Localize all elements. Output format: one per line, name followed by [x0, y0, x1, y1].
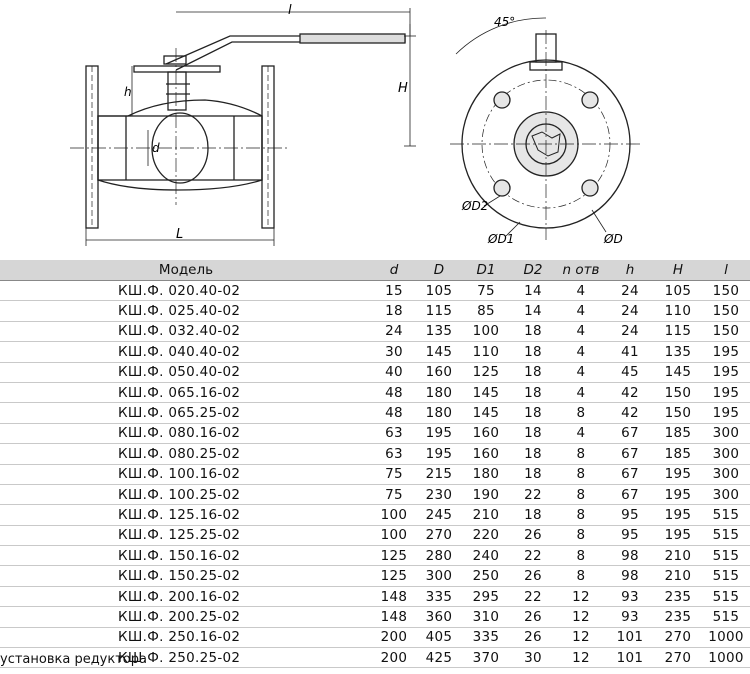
value-cell: 195: [654, 464, 702, 484]
value-cell: 150: [702, 281, 750, 301]
value-cell: 42: [606, 382, 654, 402]
table-row: [0, 566, 750, 586]
table-row: [0, 382, 750, 402]
dim-label-d: d: [152, 141, 160, 155]
value-cell: 230: [416, 484, 462, 504]
value-cell: 24: [606, 281, 654, 301]
model-cell: КШ.Ф. 125.25-02: [0, 525, 372, 545]
value-cell: 150: [702, 301, 750, 321]
value-cell: 67: [606, 484, 654, 504]
value-cell: 30: [510, 648, 556, 668]
value-cell: 18: [510, 403, 556, 423]
value-cell: 22: [510, 586, 556, 606]
value-cell: 195: [654, 505, 702, 525]
value-cell: 125: [372, 546, 416, 566]
table-row: [0, 403, 750, 423]
value-cell: 105: [654, 281, 702, 301]
value-cell: 4: [556, 382, 606, 402]
model-cell: КШ.Ф. 080.16-02: [0, 423, 372, 443]
value-cell: 26: [510, 566, 556, 586]
model-cell: КШ.Ф. 032.40-02: [0, 321, 372, 341]
value-cell: 180: [416, 382, 462, 402]
value-cell: 515: [702, 586, 750, 606]
value-cell: 195: [702, 362, 750, 382]
col-header: d: [372, 260, 416, 281]
value-cell: 195: [416, 423, 462, 443]
value-cell: 280: [416, 546, 462, 566]
value-cell: 75: [462, 281, 510, 301]
table-row: [0, 607, 750, 627]
value-cell: 180: [416, 403, 462, 423]
value-cell: 195: [416, 444, 462, 464]
col-header: D2: [510, 260, 556, 281]
table-header-row: [0, 260, 750, 281]
model-cell: КШ.Ф. 200.25-02: [0, 607, 372, 627]
value-cell: 14: [510, 281, 556, 301]
dim-label-D2: ØD2: [462, 199, 489, 213]
value-cell: 22: [510, 546, 556, 566]
value-cell: 515: [702, 505, 750, 525]
value-cell: 67: [606, 423, 654, 443]
model-cell: КШ.Ф. 125.16-02: [0, 505, 372, 525]
value-cell: 4: [556, 342, 606, 362]
value-cell: 300: [702, 444, 750, 464]
value-cell: 405: [416, 627, 462, 647]
value-cell: 150: [654, 403, 702, 423]
value-cell: 115: [654, 321, 702, 341]
model-cell: КШ.Ф. 065.25-02: [0, 403, 372, 423]
value-cell: 8: [556, 546, 606, 566]
technical-drawing: [0, 0, 750, 258]
value-cell: 101: [606, 648, 654, 668]
dim-label-D1: ØD1: [488, 232, 515, 246]
value-cell: 8: [556, 566, 606, 586]
value-cell: 360: [416, 607, 462, 627]
value-cell: 245: [416, 505, 462, 525]
value-cell: 160: [462, 444, 510, 464]
value-cell: 30: [372, 342, 416, 362]
value-cell: 48: [372, 403, 416, 423]
value-cell: 22: [510, 484, 556, 504]
value-cell: 148: [372, 586, 416, 606]
value-cell: 515: [702, 607, 750, 627]
value-cell: 100: [372, 505, 416, 525]
value-cell: 26: [510, 627, 556, 647]
dim-label-l: l: [288, 3, 292, 18]
value-cell: 125: [372, 566, 416, 586]
value-cell: 250: [462, 566, 510, 586]
value-cell: 8: [556, 403, 606, 423]
value-cell: 125: [462, 362, 510, 382]
value-cell: 200: [372, 648, 416, 668]
col-header: n отв: [556, 260, 606, 281]
value-cell: 4: [556, 321, 606, 341]
value-cell: 98: [606, 566, 654, 586]
value-cell: 18: [510, 321, 556, 341]
value-cell: 515: [702, 525, 750, 545]
table-row: [0, 301, 750, 321]
value-cell: 200: [372, 627, 416, 647]
value-cell: 67: [606, 464, 654, 484]
value-cell: 370: [462, 648, 510, 668]
table-row: [0, 362, 750, 382]
side-view: [70, 8, 416, 246]
value-cell: 18: [510, 342, 556, 362]
value-cell: 18: [510, 382, 556, 402]
value-cell: 12: [556, 607, 606, 627]
value-cell: 105: [416, 281, 462, 301]
value-cell: 145: [462, 403, 510, 423]
value-cell: 63: [372, 423, 416, 443]
value-cell: 4: [556, 423, 606, 443]
value-cell: 98: [606, 546, 654, 566]
value-cell: 18: [372, 301, 416, 321]
col-header: D1: [462, 260, 510, 281]
model-cell: КШ.Ф. 250.16-02: [0, 627, 372, 647]
value-cell: 1000: [702, 648, 750, 668]
value-cell: 24: [606, 301, 654, 321]
table-row: [0, 505, 750, 525]
value-cell: 8: [556, 464, 606, 484]
value-cell: 63: [372, 444, 416, 464]
model-cell: КШ.Ф. 020.40-02: [0, 281, 372, 301]
dim-label-H: H: [398, 81, 408, 96]
value-cell: 210: [654, 566, 702, 586]
value-cell: 95: [606, 525, 654, 545]
table-row: [0, 586, 750, 606]
value-cell: 195: [702, 403, 750, 423]
value-cell: 40: [372, 362, 416, 382]
value-cell: 24: [606, 321, 654, 341]
value-cell: 145: [654, 362, 702, 382]
value-cell: 18: [510, 362, 556, 382]
value-cell: 12: [556, 648, 606, 668]
value-cell: 160: [462, 423, 510, 443]
value-cell: 110: [654, 301, 702, 321]
value-cell: 300: [702, 423, 750, 443]
value-cell: 12: [556, 586, 606, 606]
table-row: [0, 321, 750, 341]
value-cell: 235: [654, 586, 702, 606]
table-row: [0, 627, 750, 647]
model-cell: КШ.Ф. 150.16-02: [0, 546, 372, 566]
value-cell: 100: [462, 321, 510, 341]
value-cell: 42: [606, 403, 654, 423]
value-cell: 150: [654, 382, 702, 402]
model-cell: КШ.Ф. 100.25-02: [0, 484, 372, 504]
value-cell: 1000: [702, 627, 750, 647]
value-cell: 41: [606, 342, 654, 362]
value-cell: 195: [654, 484, 702, 504]
table-row: [0, 342, 750, 362]
dim-label-D: ØD: [604, 232, 623, 246]
value-cell: 270: [416, 525, 462, 545]
model-cell: КШ.Ф. 150.25-02: [0, 566, 372, 586]
value-cell: 95: [606, 505, 654, 525]
value-cell: 8: [556, 525, 606, 545]
table-row: [0, 423, 750, 443]
value-cell: 18: [510, 464, 556, 484]
value-cell: 26: [510, 607, 556, 627]
angle-label: 45°: [494, 15, 516, 29]
col-header: D: [416, 260, 462, 281]
value-cell: 24: [372, 321, 416, 341]
value-cell: 101: [606, 627, 654, 647]
model-cell: КШ.Ф. 050.40-02: [0, 362, 372, 382]
value-cell: 4: [556, 281, 606, 301]
value-cell: 93: [606, 586, 654, 606]
value-cell: 75: [372, 464, 416, 484]
value-cell: 145: [462, 382, 510, 402]
value-cell: 195: [702, 382, 750, 402]
table-row: [0, 281, 750, 301]
value-cell: 115: [416, 301, 462, 321]
value-cell: 300: [702, 484, 750, 504]
table-row: [0, 444, 750, 464]
value-cell: 270: [654, 627, 702, 647]
col-header: H: [654, 260, 702, 281]
value-cell: 195: [654, 525, 702, 545]
value-cell: 160: [416, 362, 462, 382]
value-cell: 18: [510, 505, 556, 525]
value-cell: 190: [462, 484, 510, 504]
value-cell: 18: [510, 444, 556, 464]
value-cell: 335: [416, 586, 462, 606]
model-cell: КШ.Ф. 065.16-02: [0, 382, 372, 402]
value-cell: 425: [416, 648, 462, 668]
value-cell: 145: [416, 342, 462, 362]
value-cell: 295: [462, 586, 510, 606]
value-cell: 45: [606, 362, 654, 382]
value-cell: 135: [416, 321, 462, 341]
table-body: [0, 281, 750, 668]
value-cell: 185: [654, 444, 702, 464]
value-cell: 180: [462, 464, 510, 484]
value-cell: 67: [606, 444, 654, 464]
value-cell: 220: [462, 525, 510, 545]
value-cell: 195: [702, 342, 750, 362]
value-cell: 15: [372, 281, 416, 301]
model-cell: КШ.Ф. 250.25-02: [0, 648, 372, 668]
dim-label-L: L: [176, 227, 184, 242]
value-cell: 310: [462, 607, 510, 627]
value-cell: 515: [702, 566, 750, 586]
model-cell: КШ.Ф. 040.40-02: [0, 342, 372, 362]
value-cell: 515: [702, 546, 750, 566]
col-header: h: [606, 260, 654, 281]
value-cell: 85: [462, 301, 510, 321]
value-cell: 4: [556, 362, 606, 382]
value-cell: 48: [372, 382, 416, 402]
value-cell: 4: [556, 301, 606, 321]
value-cell: 100: [372, 525, 416, 545]
value-cell: 300: [702, 464, 750, 484]
value-cell: 210: [462, 505, 510, 525]
value-cell: 93: [606, 607, 654, 627]
value-cell: 215: [416, 464, 462, 484]
value-cell: 135: [654, 342, 702, 362]
col-header: Модель: [0, 260, 372, 281]
value-cell: 270: [654, 648, 702, 668]
value-cell: 8: [556, 484, 606, 504]
table-row: [0, 525, 750, 545]
value-cell: 335: [462, 627, 510, 647]
value-cell: 240: [462, 546, 510, 566]
footnote: установка редуктора: [0, 652, 147, 667]
model-cell: КШ.Ф. 100.16-02: [0, 464, 372, 484]
value-cell: 300: [416, 566, 462, 586]
spec-table: [0, 260, 750, 668]
table-row: [0, 484, 750, 504]
value-cell: 18: [510, 423, 556, 443]
value-cell: 14: [510, 301, 556, 321]
model-cell: КШ.Ф. 025.40-02: [0, 301, 372, 321]
value-cell: 150: [702, 321, 750, 341]
value-cell: 8: [556, 444, 606, 464]
value-cell: 235: [654, 607, 702, 627]
value-cell: 75: [372, 484, 416, 504]
value-cell: 210: [654, 546, 702, 566]
value-cell: 185: [654, 423, 702, 443]
value-cell: 148: [372, 607, 416, 627]
table-row: [0, 546, 750, 566]
value-cell: 110: [462, 342, 510, 362]
value-cell: 26: [510, 525, 556, 545]
value-cell: 12: [556, 627, 606, 647]
table-row: [0, 464, 750, 484]
model-cell: КШ.Ф. 080.25-02: [0, 444, 372, 464]
col-header: l: [702, 260, 750, 281]
dim-label-h: h: [124, 85, 132, 99]
value-cell: 8: [556, 505, 606, 525]
model-cell: КШ.Ф. 200.16-02: [0, 586, 372, 606]
